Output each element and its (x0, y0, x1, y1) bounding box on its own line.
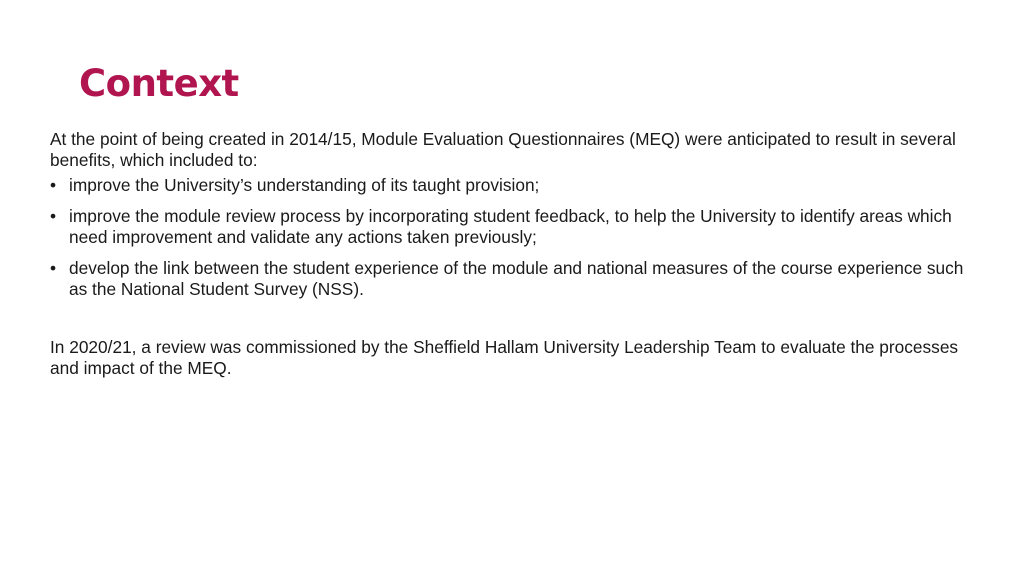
closing-paragraph: In 2020/21, a review was commissioned by the Sheffield Hallam University Leadership Team to evaluate the processes and impact of the MEQ. (50, 337, 959, 378)
intro-paragraph: At the point of being created in 2014/15, Module Evaluation Questionnaires (MEQ) were anticipated to result in several benefits, which included to: (50, 129, 956, 170)
bullet-icon: • (50, 175, 57, 195)
list-item (50, 175, 980, 196)
list-item-text: develop the link between the student experience of the module and national measures of the course experience such as the National Student Survey (NSS). (69, 258, 964, 299)
benefits-list (50, 175, 980, 300)
slide-title: Context (79, 62, 239, 105)
bullet-icon: • (50, 206, 57, 226)
list-item (50, 206, 980, 248)
list-item-text: improve the University’s understanding of its taught provision; (69, 175, 540, 195)
list-item (50, 258, 980, 300)
slide-body (50, 129, 980, 379)
bullet-icon: • (50, 258, 57, 278)
list-item-text: improve the module review process by incorporating student feedback, to help the University to identify areas which need improvement and validate any actions taken previously; (69, 206, 952, 247)
